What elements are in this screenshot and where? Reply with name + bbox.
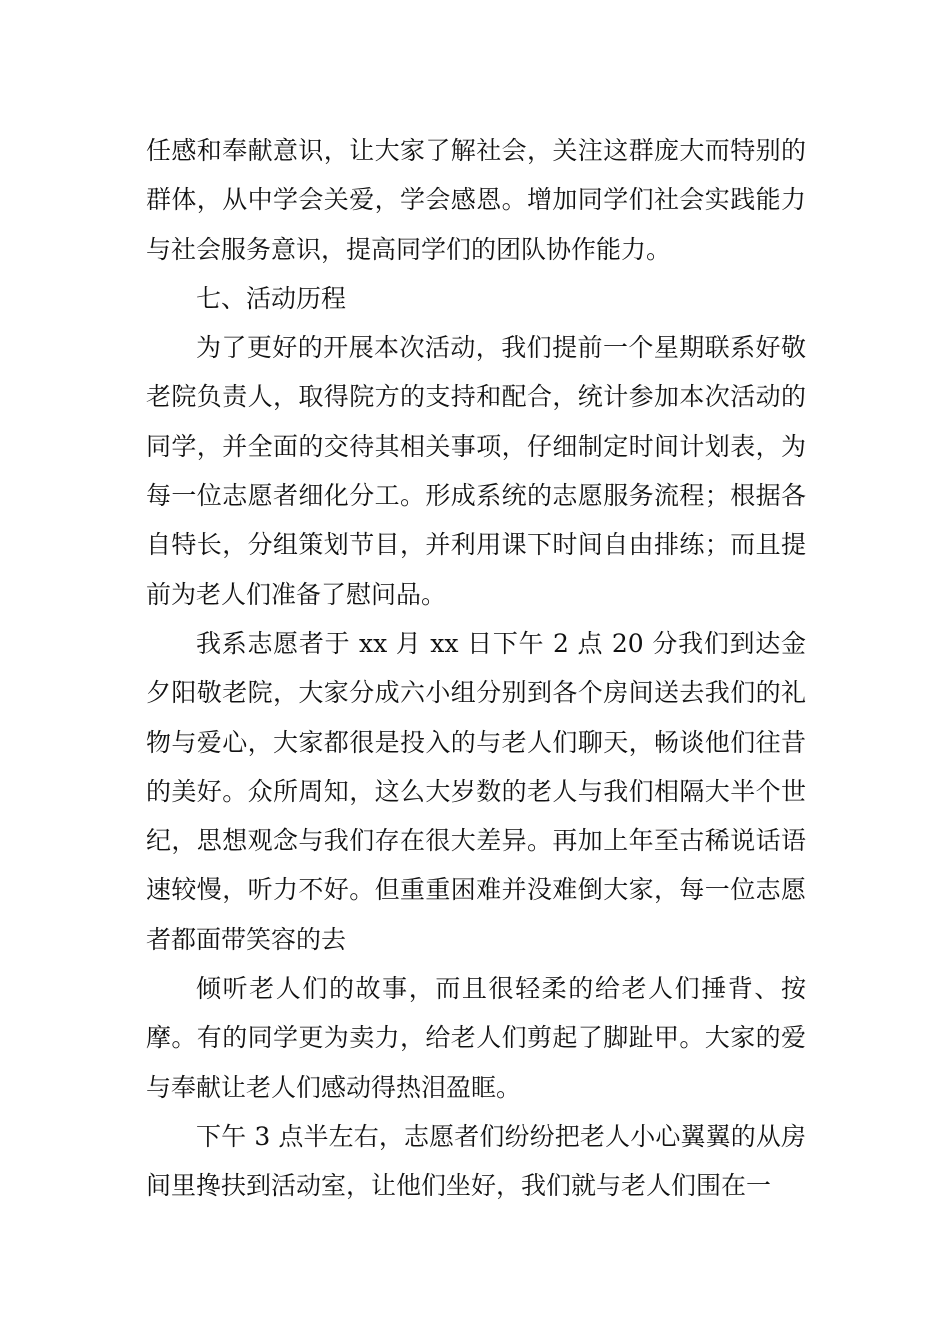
document-page bbox=[146, 126, 806, 1211]
paragraph-listening: 倾听老人们的故事，而且很轻柔的给老人们捶背、按摩。有的同学更为卖力，给老人们剪起了脚趾甲。大家的爱与奉献让老人们感动得热泪盈眶。 bbox=[146, 974, 806, 1102]
paragraph-intro-continued: 任感和奉献意识，让大家了解社会，关注这群庞大而特别的群体，从中学会关爱，学会感恩。增加同学们社会实践能力与社会服务意识，提高同学们的团队协作能力。 bbox=[146, 136, 806, 264]
paragraph-afternoon: 下午 3 点半左右，志愿者们纷纷把老人小心翼翼的从房间里搀扶到活动室，让他们坐好，我们就与老人们围在一 bbox=[146, 1121, 806, 1201]
paragraph-preparation: 为了更好的开展本次活动，我们提前一个星期联系好敬老院负责人，取得院方的支持和配合，统计参加本次活动的同学，并全面的交待其相关事项，仔细制定时间计划表，为每一位志愿者细化分工。形成系统的志愿服务流程；根据各自特长，分组策划节目，并利用课下时间自由排练；而且提前为老人们准备了慰问品。 bbox=[146, 333, 806, 609]
section-heading-activity-process: 七、活动历程 bbox=[196, 283, 347, 313]
paragraph-arrival: 我系志愿者于 xx 月 xx 日下午 2 点 20 分我们到达金夕阳敬老院，大家分成六小组分别到各个房间送去我们的礼物与爱心，大家都很是投入的与老人们聊天，畅谈他们往昔的美好。众所周知，这么大岁数的老人与我们相隔大半个世纪，思想观念与我们存在很大差异。再加上年至古稀说话语速较慢，听力不好。但重重困难并没难倒大家，每一位志愿者都面带笑容的去 bbox=[146, 628, 806, 954]
